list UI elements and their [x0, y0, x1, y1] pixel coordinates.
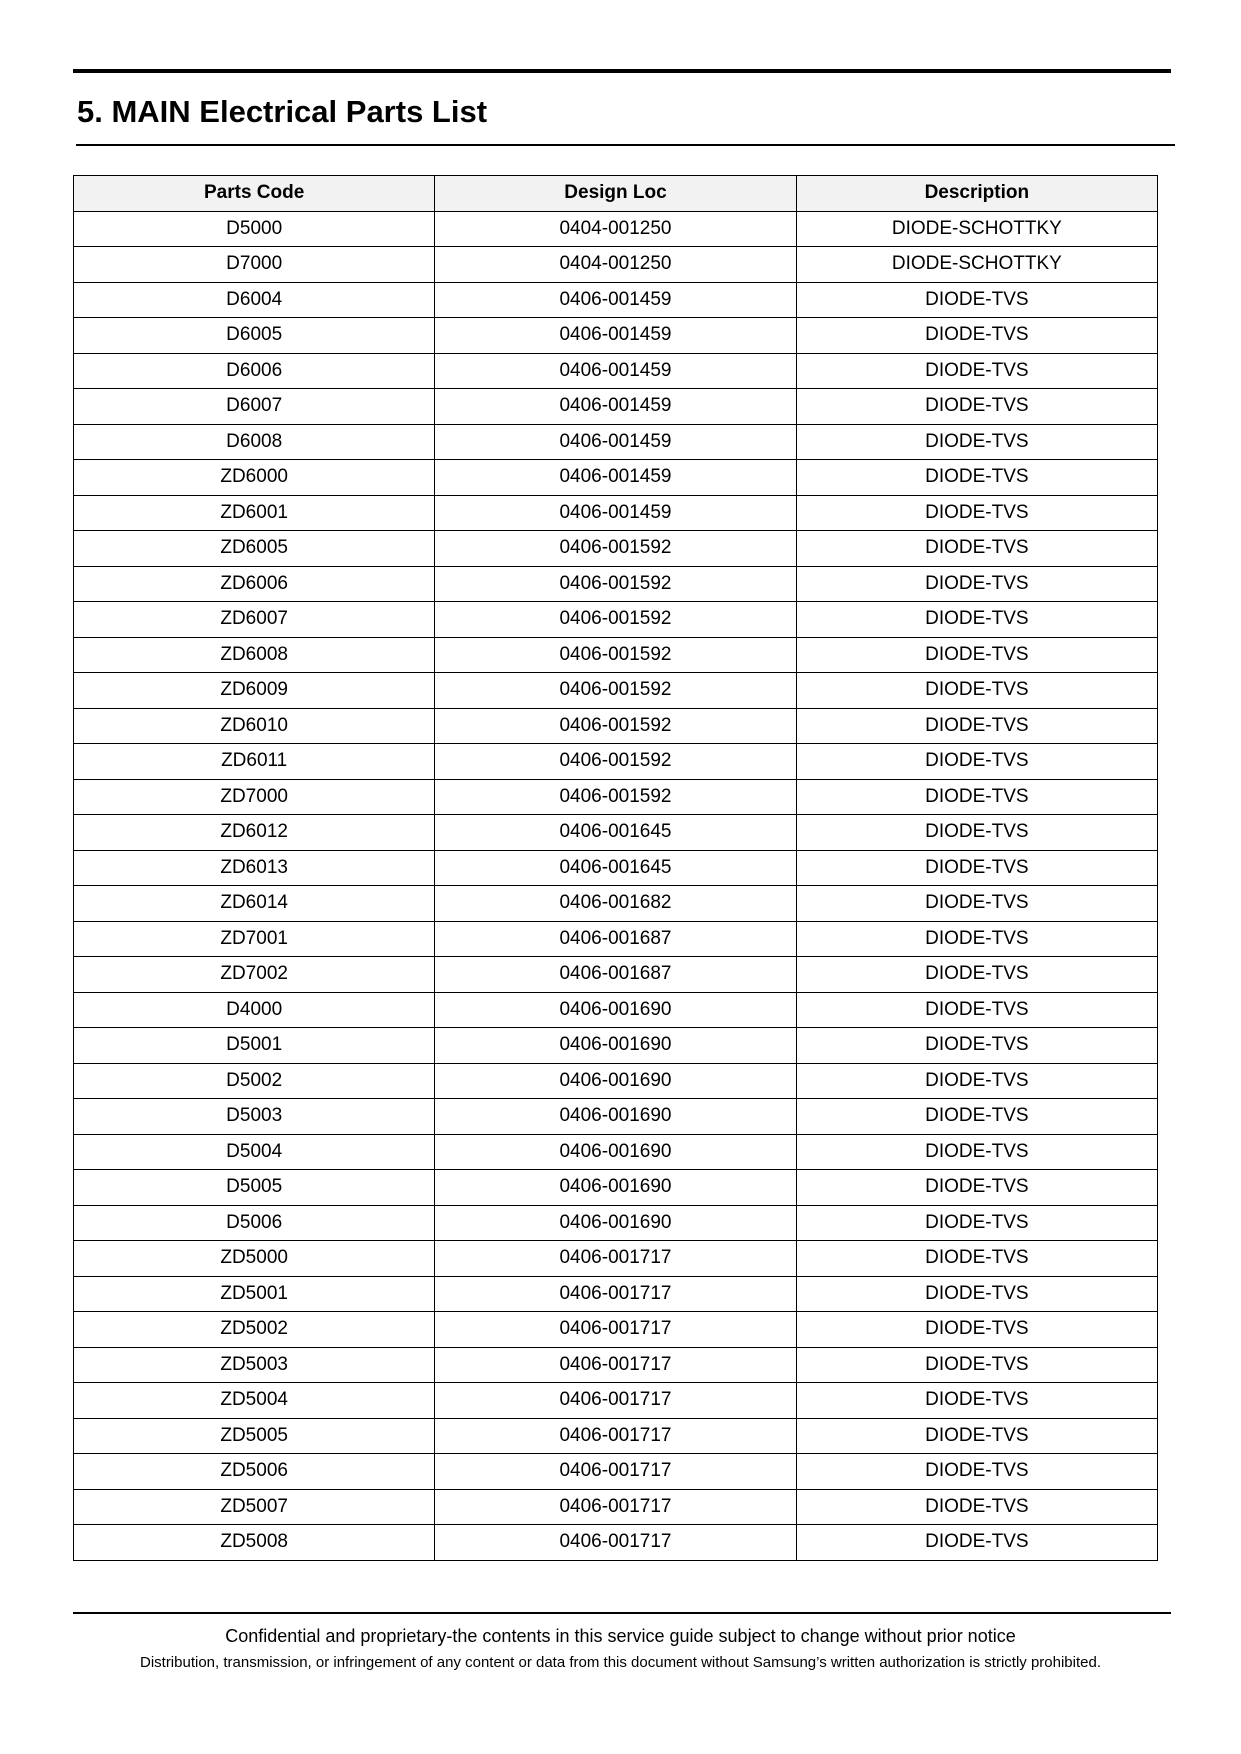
- description-cell: DIODE-TVS: [796, 850, 1157, 886]
- description-cell: DIODE-TVS: [796, 1134, 1157, 1170]
- parts-code-cell: ZD5001: [74, 1276, 435, 1312]
- design-loc-cell: 0406-001592: [435, 673, 796, 709]
- parts-code-cell: D5005: [74, 1170, 435, 1206]
- table-row: [74, 318, 1158, 354]
- table-row: [74, 992, 1158, 1028]
- description-cell: DIODE-TVS: [796, 708, 1157, 744]
- description-cell: DIODE-TVS: [796, 602, 1157, 638]
- parts-code-cell: D5006: [74, 1205, 435, 1241]
- parts-code-cell: ZD6008: [74, 637, 435, 673]
- table-row: [74, 602, 1158, 638]
- description-cell: DIODE-TVS: [796, 282, 1157, 318]
- design-loc-cell: 0406-001717: [435, 1383, 796, 1419]
- parts-code-cell: ZD6001: [74, 495, 435, 531]
- parts-code-cell: ZD7001: [74, 921, 435, 957]
- table-row: [74, 566, 1158, 602]
- description-cell: DIODE-TVS: [796, 1489, 1157, 1525]
- table-row: [74, 1454, 1158, 1490]
- footer-distribution-notice: Distribution, transmission, or infringement of any content or data from this document without Samsung’s written authorization is strictly prohibited.: [139, 1654, 1101, 1671]
- parts-code-cell: ZD5003: [74, 1347, 435, 1383]
- design-loc-cell: 0406-001459: [435, 282, 796, 318]
- parts-code-cell: ZD6013: [74, 850, 435, 886]
- design-loc-cell: 0406-001717: [435, 1525, 796, 1561]
- design-loc-cell: 0406-001459: [435, 495, 796, 531]
- table-row: [74, 1099, 1158, 1135]
- description-cell: DIODE-TVS: [796, 1525, 1157, 1561]
- table-row: [74, 247, 1158, 283]
- table-row: [74, 815, 1158, 851]
- description-cell: DIODE-TVS: [796, 637, 1157, 673]
- table-row: [74, 1134, 1158, 1170]
- description-cell: DIODE-TVS: [796, 424, 1157, 460]
- parts-code-cell: ZD6011: [74, 744, 435, 780]
- parts-code-cell: D5000: [74, 211, 435, 247]
- description-cell: DIODE-TVS: [796, 673, 1157, 709]
- description-cell: DIODE-TVS: [796, 744, 1157, 780]
- description-cell: DIODE-TVS: [796, 1028, 1157, 1064]
- table-row: [74, 957, 1158, 993]
- parts-code-cell: ZD5002: [74, 1312, 435, 1348]
- description-cell: DIODE-TVS: [796, 353, 1157, 389]
- description-cell: DIODE-SCHOTTKY: [796, 211, 1157, 247]
- parts-code-cell: D6006: [74, 353, 435, 389]
- parts-code-cell: D5001: [74, 1028, 435, 1064]
- design-loc-cell: 0406-001717: [435, 1241, 796, 1277]
- design-loc-cell: 0406-001645: [435, 815, 796, 851]
- footer-rule: [73, 1612, 1171, 1614]
- description-cell: DIODE-TVS: [796, 886, 1157, 922]
- table-row: [74, 673, 1158, 709]
- page-title: 5. MAIN Electrical Parts List: [77, 94, 488, 129]
- design-loc-cell: 0406-001717: [435, 1454, 796, 1490]
- table-row: [74, 1525, 1158, 1561]
- design-loc-cell: 0406-001592: [435, 637, 796, 673]
- parts-code-cell: D6005: [74, 318, 435, 354]
- design-loc-cell: 0406-001690: [435, 1170, 796, 1206]
- description-cell: DIODE-TVS: [796, 1205, 1157, 1241]
- description-cell: DIODE-TVS: [796, 779, 1157, 815]
- parts-code-cell: ZD5008: [74, 1525, 435, 1561]
- description-cell: DIODE-TVS: [796, 1418, 1157, 1454]
- parts-table: [73, 175, 1158, 1561]
- design-loc-cell: 0406-001717: [435, 1276, 796, 1312]
- table-row: [74, 424, 1158, 460]
- description-cell: DIODE-TVS: [796, 921, 1157, 957]
- description-cell: DIODE-TVS: [796, 566, 1157, 602]
- parts-code-cell: D5003: [74, 1099, 435, 1135]
- table-row: [74, 886, 1158, 922]
- parts-code-cell: ZD6000: [74, 460, 435, 496]
- description-cell: DIODE-TVS: [796, 318, 1157, 354]
- table-row: [74, 282, 1158, 318]
- parts-code-cell: D7000: [74, 247, 435, 283]
- description-cell: DIODE-TVS: [796, 815, 1157, 851]
- design-loc-cell: 0406-001690: [435, 1205, 796, 1241]
- description-cell: DIODE-TVS: [796, 495, 1157, 531]
- design-loc-cell: 0406-001592: [435, 566, 796, 602]
- parts-code-cell: D5002: [74, 1063, 435, 1099]
- title-underline-rule: [76, 144, 1175, 146]
- design-loc-cell: 0406-001592: [435, 708, 796, 744]
- column-header-description: Description: [796, 176, 1157, 212]
- description-cell: DIODE-TVS: [796, 1383, 1157, 1419]
- table-row: [74, 1418, 1158, 1454]
- design-loc-cell: 0406-001459: [435, 353, 796, 389]
- design-loc-cell: 0406-001592: [435, 602, 796, 638]
- table-row: [74, 1063, 1158, 1099]
- table-row: [74, 460, 1158, 496]
- table-row: [74, 211, 1158, 247]
- parts-code-cell: ZD6005: [74, 531, 435, 567]
- design-loc-cell: 0406-001459: [435, 389, 796, 425]
- description-cell: DIODE-TVS: [796, 389, 1157, 425]
- parts-code-cell: D4000: [74, 992, 435, 1028]
- parts-code-cell: D6004: [74, 282, 435, 318]
- design-loc-cell: 0406-001690: [435, 1028, 796, 1064]
- design-loc-cell: 0406-001690: [435, 1063, 796, 1099]
- table-row: [74, 1241, 1158, 1277]
- parts-code-cell: D6007: [74, 389, 435, 425]
- table-row: [74, 850, 1158, 886]
- design-loc-cell: 0406-001717: [435, 1312, 796, 1348]
- design-loc-cell: 0406-001459: [435, 318, 796, 354]
- parts-code-cell: ZD5004: [74, 1383, 435, 1419]
- table-row: [74, 1276, 1158, 1312]
- table-row: [74, 1489, 1158, 1525]
- parts-code-cell: ZD6007: [74, 602, 435, 638]
- parts-code-cell: ZD5005: [74, 1418, 435, 1454]
- parts-code-cell: ZD7000: [74, 779, 435, 815]
- description-cell: DIODE-TVS: [796, 460, 1157, 496]
- design-loc-cell: 0406-001592: [435, 531, 796, 567]
- parts-code-cell: ZD6009: [74, 673, 435, 709]
- footer-confidential-notice: Confidential and proprietary-the contents in this service guide subject to change without prior notice: [225, 1626, 1016, 1646]
- table-row: [74, 353, 1158, 389]
- description-cell: DIODE-TVS: [796, 1063, 1157, 1099]
- design-loc-cell: 0404-001250: [435, 247, 796, 283]
- design-loc-cell: 0406-001459: [435, 424, 796, 460]
- parts-code-cell: ZD5006: [74, 1454, 435, 1490]
- description-cell: DIODE-TVS: [796, 1170, 1157, 1206]
- design-loc-cell: 0406-001717: [435, 1489, 796, 1525]
- table-row: [74, 531, 1158, 567]
- header-top-rule: [73, 69, 1171, 73]
- parts-table-body: [74, 211, 1158, 1560]
- table-row: [74, 389, 1158, 425]
- description-cell: DIODE-TVS: [796, 531, 1157, 567]
- description-cell: DIODE-TVS: [796, 1099, 1157, 1135]
- table-row: [74, 1347, 1158, 1383]
- description-cell: DIODE-TVS: [796, 1312, 1157, 1348]
- design-loc-cell: 0406-001682: [435, 886, 796, 922]
- description-cell: DIODE-TVS: [796, 992, 1157, 1028]
- table-row: [74, 637, 1158, 673]
- description-cell: DIODE-TVS: [796, 1347, 1157, 1383]
- table-row: [74, 495, 1158, 531]
- parts-code-cell: D5004: [74, 1134, 435, 1170]
- table-row: [74, 1383, 1158, 1419]
- table-row: [74, 921, 1158, 957]
- parts-code-cell: ZD6014: [74, 886, 435, 922]
- table-row: [74, 708, 1158, 744]
- design-loc-cell: 0406-001592: [435, 744, 796, 780]
- parts-code-cell: ZD5000: [74, 1241, 435, 1277]
- parts-code-cell: ZD6012: [74, 815, 435, 851]
- description-cell: DIODE-TVS: [796, 1241, 1157, 1277]
- design-loc-cell: 0406-001592: [435, 779, 796, 815]
- parts-code-cell: ZD6010: [74, 708, 435, 744]
- design-loc-cell: 0406-001687: [435, 921, 796, 957]
- table-row: [74, 779, 1158, 815]
- table-row: [74, 744, 1158, 780]
- table-row: [74, 1312, 1158, 1348]
- table-row: [74, 1028, 1158, 1064]
- description-cell: DIODE-TVS: [796, 957, 1157, 993]
- column-header-parts-code: Parts Code: [74, 176, 435, 212]
- table-header-row: [74, 176, 1158, 212]
- design-loc-cell: 0406-001717: [435, 1418, 796, 1454]
- design-loc-cell: 0406-001459: [435, 460, 796, 496]
- design-loc-cell: 0406-001645: [435, 850, 796, 886]
- description-cell: DIODE-TVS: [796, 1276, 1157, 1312]
- design-loc-cell: 0406-001687: [435, 957, 796, 993]
- design-loc-cell: 0406-001717: [435, 1347, 796, 1383]
- parts-code-cell: ZD5007: [74, 1489, 435, 1525]
- design-loc-cell: 0406-001690: [435, 1134, 796, 1170]
- table-row: [74, 1205, 1158, 1241]
- parts-code-cell: ZD6006: [74, 566, 435, 602]
- description-cell: DIODE-SCHOTTKY: [796, 247, 1157, 283]
- description-cell: DIODE-TVS: [796, 1454, 1157, 1490]
- parts-code-cell: D6008: [74, 424, 435, 460]
- column-header-design-loc: Design Loc: [435, 176, 796, 212]
- design-loc-cell: 0406-001690: [435, 1099, 796, 1135]
- table-row: [74, 1170, 1158, 1206]
- parts-code-cell: ZD7002: [74, 957, 435, 993]
- design-loc-cell: 0404-001250: [435, 211, 796, 247]
- design-loc-cell: 0406-001690: [435, 992, 796, 1028]
